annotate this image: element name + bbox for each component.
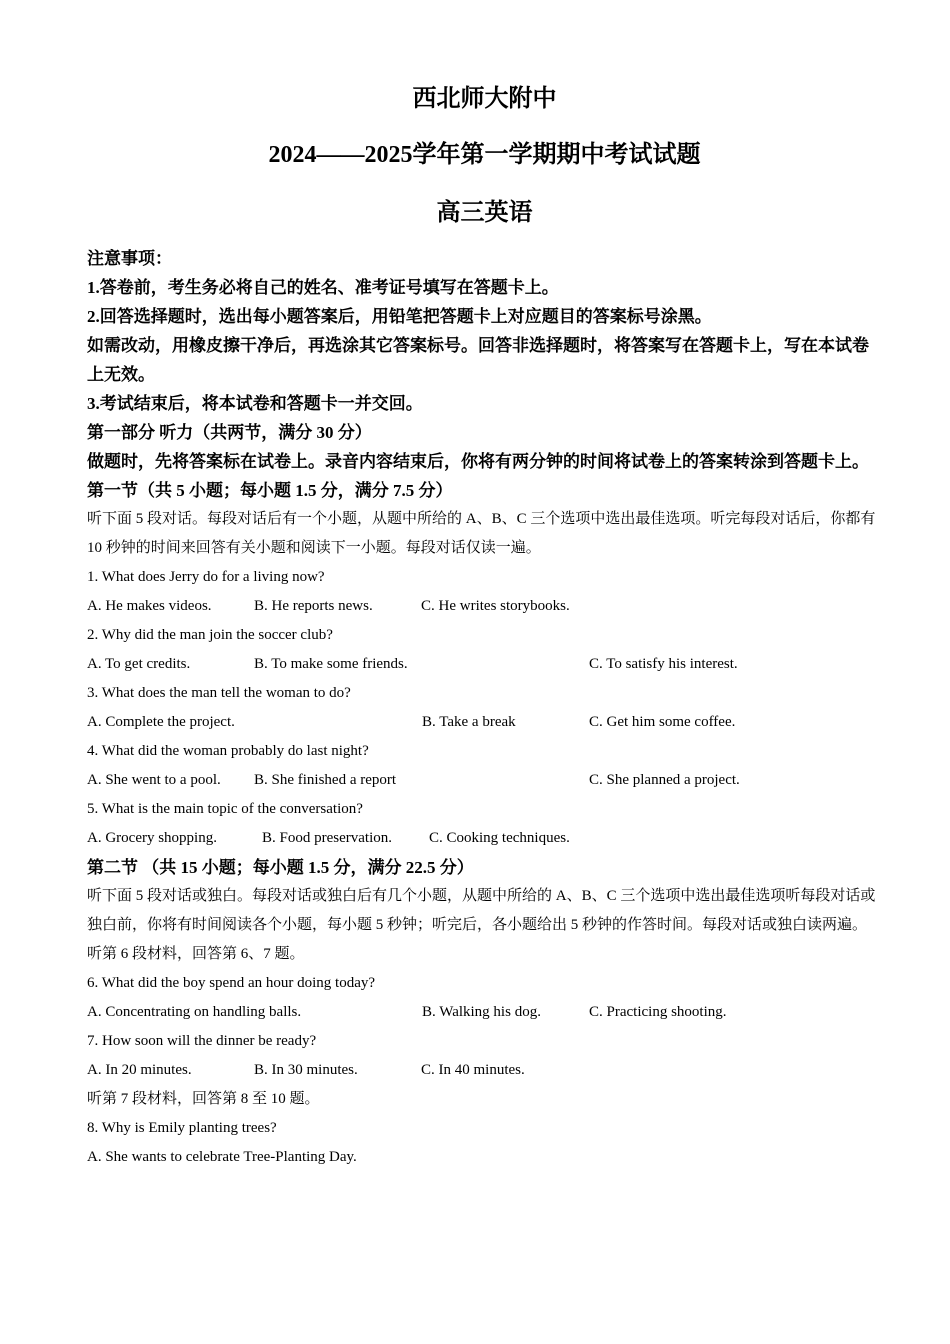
question-3 bbox=[87, 679, 882, 737]
options-row bbox=[87, 998, 882, 1027]
options-row bbox=[87, 708, 882, 737]
option-a: A. Grocery shopping. bbox=[87, 830, 217, 846]
section2-instruction: 听下面 5 段对话或独白。每段对话或独白后有几个小题，从题中所给的 A、B、C 三个选项中选出最佳选项听每段对话或独白前，你将有时间阅读各个小题，每小题 5 秒钟；听完后，各小题给出 5 秒钟的作答时间。每段对话或独白读两遍。 bbox=[87, 888, 876, 933]
option-a: A. He makes videos. bbox=[87, 598, 212, 614]
options-row bbox=[87, 824, 882, 853]
question-text: 6. What did the boy spend an hour doing today? bbox=[87, 975, 376, 991]
exam-title: 2024——2025学年第一学期期中考试试题 bbox=[268, 142, 701, 168]
question-8 bbox=[87, 1114, 882, 1172]
question-text: 4. What did the woman probably do last night? bbox=[87, 743, 369, 759]
option-a: A. In 20 minutes. bbox=[87, 1062, 192, 1078]
option-a: A. Concentrating on handling balls. bbox=[87, 1004, 302, 1020]
options-row bbox=[87, 766, 882, 795]
question-7 bbox=[87, 1027, 882, 1085]
question-1 bbox=[87, 563, 882, 621]
question-6 bbox=[87, 969, 882, 1027]
option-b: B. Walking his dog. bbox=[422, 1004, 541, 1020]
question-2 bbox=[87, 621, 882, 679]
subject-title: 高三英语 bbox=[436, 200, 533, 226]
option-c: C. In 40 minutes. bbox=[421, 1062, 525, 1078]
option-b: B. To make some friends. bbox=[254, 656, 408, 672]
part1-instruction: 做题时，先将答案标在试卷上。录音内容结束后，你将有两分钟的时间将试卷上的答案转涂到答题卡上。 bbox=[87, 452, 869, 471]
question-text: 3. What does the man tell the woman to do? bbox=[87, 685, 351, 701]
question-text: 1. What does Jerry do for a living now? bbox=[87, 569, 325, 585]
material-7-note: 听第 7 段材料，回答第 8 至 10 题。 bbox=[87, 1091, 320, 1107]
option-b: B. Take a break bbox=[422, 714, 516, 730]
options-row bbox=[87, 1056, 882, 1085]
option-a: A. She wants to celebrate Tree-Planting Day. bbox=[87, 1149, 357, 1165]
notice-item-2-continued: 如需改动，用橡皮擦干净后，再选涂其它答案标号。回答非选择题时，将答案写在答题卡上，写在本试卷上无效。 bbox=[87, 336, 869, 384]
section1-instruction: 听下面 5 段对话。每段对话后有一个小题，从题中所给的 A、B、C 三个选项中选出最佳选项。听完每段对话后，你都有 10 秒钟的时间来回答有关小题和阅读下一小题。每段对话仅读一遍。 bbox=[87, 511, 876, 556]
question-text: 7. How soon will the dinner be ready? bbox=[87, 1033, 317, 1049]
material-6-note: 听第 6 段材料，回答第 6、7 题。 bbox=[87, 946, 305, 962]
notice-item-3: 3.考试结束后，将本试卷和答题卡一并交回。 bbox=[87, 394, 423, 413]
part1-heading: 第一部分 听力（共两节，满分 30 分） bbox=[87, 423, 372, 442]
option-a: A. To get credits. bbox=[87, 656, 191, 672]
notice-heading: 注意事项： bbox=[87, 249, 172, 268]
question-5 bbox=[87, 795, 882, 853]
option-c: C. Get him some coffee. bbox=[589, 714, 736, 730]
question-text: 2. Why did the man join the soccer club? bbox=[87, 627, 333, 643]
option-c: C. He writes storybooks. bbox=[421, 598, 570, 614]
option-c: C. To satisfy his interest. bbox=[589, 656, 738, 672]
option-a: A. She went to a pool. bbox=[87, 772, 221, 788]
option-c: C. Practicing shooting. bbox=[589, 1004, 727, 1020]
notice-block bbox=[87, 244, 882, 418]
section2-heading: 第二节 （共 15 小题；每小题 1.5 分，满分 22.5 分） bbox=[87, 858, 474, 877]
school-title: 西北师大附中 bbox=[412, 86, 557, 112]
question-text: 5. What is the main topic of the conversation? bbox=[87, 801, 363, 817]
section1-heading: 第一节（共 5 小题；每小题 1.5 分，满分 7.5 分） bbox=[87, 481, 453, 500]
option-b: B. She finished a report bbox=[254, 772, 397, 788]
notice-item-1: 1.答卷前，考生务必将自己的姓名、准考证号填写在答题卡上。 bbox=[87, 278, 559, 297]
options-row bbox=[87, 592, 882, 621]
notice-item-2: 2.回答选择题时，选出每小题答案后，用铅笔把答题卡上对应题目的答案标号涂黑。 bbox=[87, 307, 712, 326]
option-a: A. Complete the project. bbox=[87, 714, 235, 730]
options-row bbox=[87, 650, 882, 679]
question-text: 8. Why is Emily planting trees? bbox=[87, 1120, 277, 1136]
option-b: B. Food preservation. bbox=[262, 830, 392, 846]
option-b: B. He reports news. bbox=[254, 598, 373, 614]
option-b: B. In 30 minutes. bbox=[254, 1062, 358, 1078]
option-c: C. She planned a project. bbox=[589, 772, 740, 788]
option-c: C. Cooking techniques. bbox=[429, 830, 570, 846]
question-4 bbox=[87, 737, 882, 795]
